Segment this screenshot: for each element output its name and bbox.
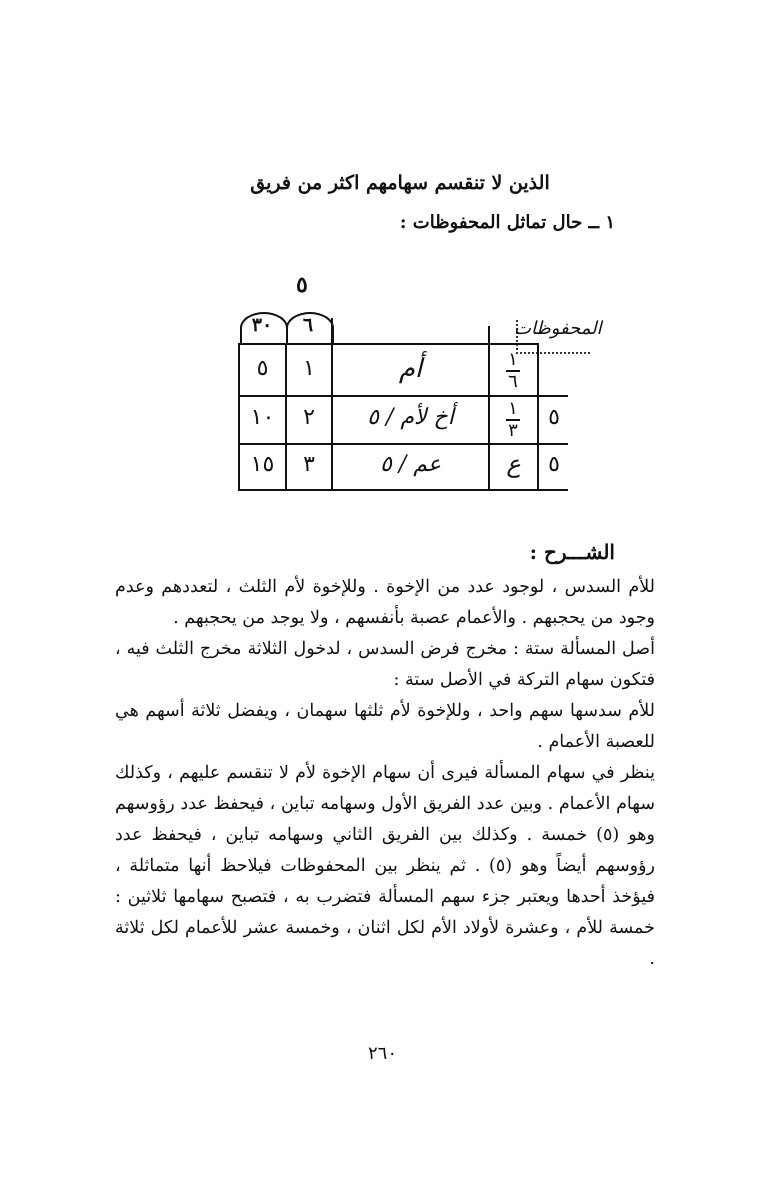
final-share-cell: ٥: [256, 356, 269, 381]
final-share-cell: ١٠: [250, 405, 275, 430]
heir-cell: أخ لأم / ٥: [367, 405, 454, 430]
heir-cell: عم / ٥: [380, 452, 441, 477]
mahfuzat-underline: [520, 352, 590, 354]
mahfuz-cell: ٥: [548, 405, 560, 430]
mahfuzat-label: المحفوظات: [514, 318, 602, 339]
table-line: [238, 443, 568, 445]
inheritance-table: [0, 0, 765, 520]
residuary-cell: ع: [506, 450, 521, 478]
explanation-body: [115, 572, 655, 975]
multiplier-number: ٥: [296, 272, 308, 298]
base-share-cell: ٢: [303, 405, 315, 430]
table-line: [238, 343, 538, 345]
explanation-title: الشـــرح :: [529, 540, 615, 564]
arc-final-number: ٣٠: [251, 314, 273, 336]
mahfuz-cell: ٥: [548, 452, 560, 477]
final-share-cell: ١٥: [250, 452, 275, 477]
fraction-cell: [498, 349, 528, 392]
paragraph: ينظر في سهام المسألة فيرى أن سهام الإخوة لأم لا تنقسم عليهم ، وكذلك سهام الأعمام . وبين عدد الفريق الأول وسهامه تباين ، فيحفظ عدد رؤوسهم وهو (٥) خمسة . وكذلك بين الفريق الثاني وسهامه تباين ، فيحفظ عدد رؤوسهم أيضاً وهو (٥) . ثم ينظر بين المحفوظات فيلاحظ أنها متماثلة ، فيؤخذ أحدها ويعتبر جزء سهم المسألة فتضرب به ، فتصبح سهامها ثلاثين : خمسة للأم ، وعشرة لأولاد الأم لكل اثنان ، وخمسة عشر للأعمام لكل ثلاثة .: [115, 763, 655, 969]
fraction-cell: [498, 398, 528, 441]
paragraph: للأم سدسها سهم واحد ، وللإخوة لأم ثلثها سهمان ، ويفضل ثلاثة أسهم هي للعصبة الأعمام .: [115, 701, 655, 752]
section-heading: الذين لا تنقسم سهامهم اكثر من فريق: [250, 172, 550, 194]
case-subheading: ١ ــ حال تماثل المحفوظات :: [399, 212, 615, 233]
paragraph: أصل المسألة ستة : مخرج فرض السدس ، لدخول الثلاثة مخرج الثلث فيه ، فتكون سهام التركة في الأصل ستة :: [115, 639, 655, 690]
fraction-numerator: ١: [508, 398, 518, 419]
table-line: [238, 489, 568, 491]
heir-cell: أم: [398, 354, 423, 384]
fraction-denominator: ٦: [508, 371, 518, 392]
paragraph: للأم السدس ، لوجود عدد من الإخوة . وللإخوة لأم الثلث ، لتعددهم وعدم وجود من يحجبهم . والأعمام عصبة بأنفسهم ، ولا يوجد من يحجبهم .: [115, 577, 655, 628]
table-line: [238, 395, 568, 397]
fraction-numerator: ١: [508, 349, 518, 370]
base-share-cell: ١: [303, 356, 315, 381]
page-number: ٢٦٠: [367, 1043, 397, 1064]
arc-base-number: ٦: [302, 314, 314, 336]
fraction-denominator: ٣: [508, 420, 518, 441]
base-share-cell: ٣: [303, 452, 315, 477]
